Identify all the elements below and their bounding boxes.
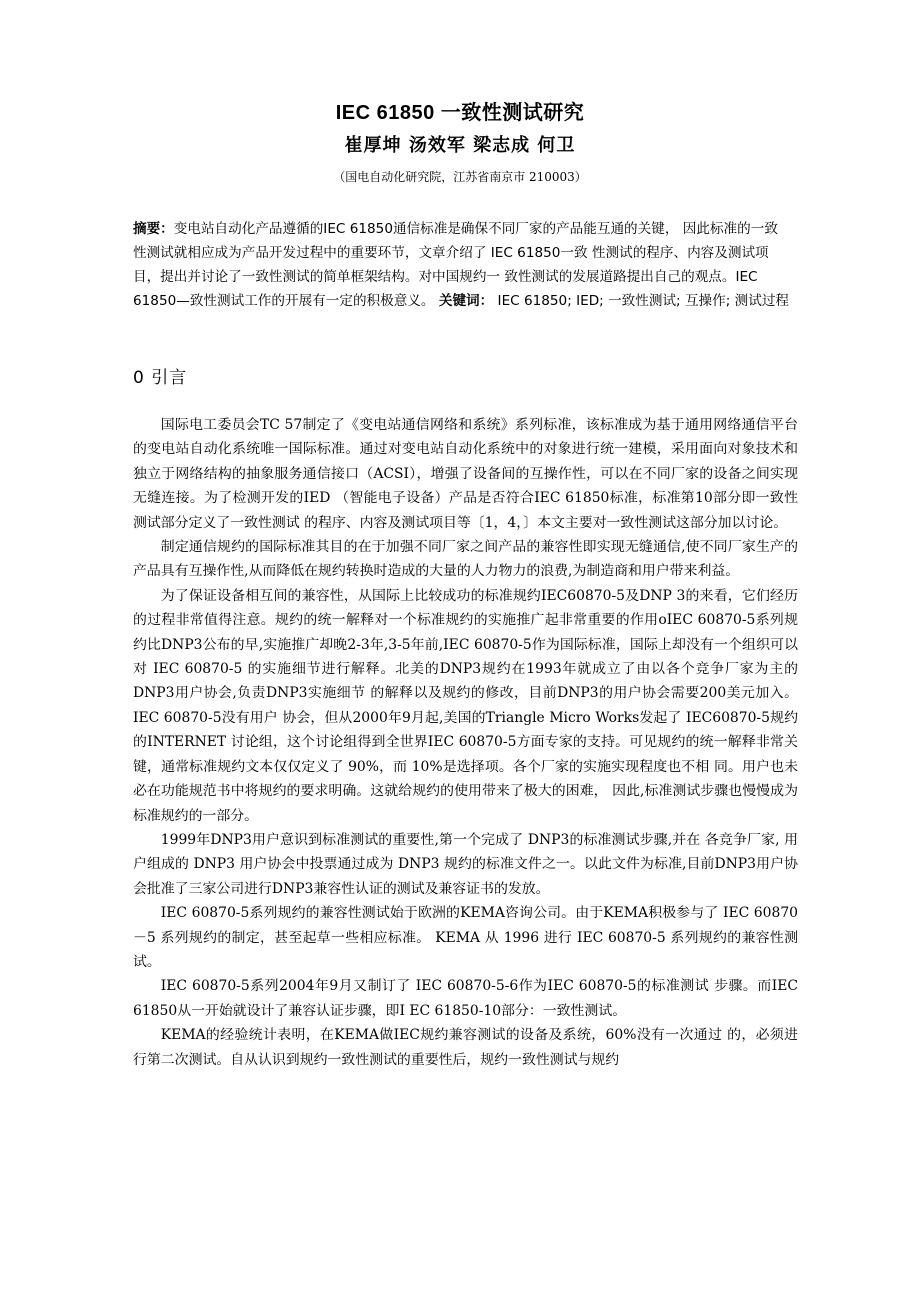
abstract-text: 变电站自动化产品遵循的IEC 61850通信标准是确保不同厂家的产品能互通的关键， 因此标准的一致性测试就相应成为产品开发过程中的重要环节，文章介绍了 IEC 61850一致 性测试的程序、内容及测试项目，提出并讨论了一致性测试的简单框架结构。对中国规约一 致性测试的发展道路提出自己的观点。IEC 61850—致性测试工作的开展有一定的积极意义。	[133, 221, 778, 309]
paragraph: 制定通信规约的国际标准其目的在于加强不同厂家之间产品的兼容性即实现无缝通信,使不同厂家生产的产品具有互操作性,从而降低在规约转换时造成的大量的人力物力的浪费,为制造商和用户带来利益。	[133, 539, 798, 580]
body-text	[133, 413, 798, 1072]
paper-title: IEC 61850 一致性测试研究	[335, 102, 585, 124]
paragraph: KEMA的经验统计表明，在KEMA做IEC规约兼容测试的设备及系统，60%没有一次通过 的，必须进行第二次测试。自从认识到规约一致性测试的重要性后，规约一致性测试与规约	[133, 1027, 798, 1068]
affiliation: （国电自动化研究院，江苏省南京市 210003）	[333, 170, 587, 184]
abstract-label: 摘要：	[133, 221, 174, 237]
keywords-label: 关键词：	[438, 293, 494, 309]
section-heading: 0 引言	[133, 368, 188, 388]
paragraph: 1999年DNP3用户意识到标准测试的重要性,第一个完成了 DNP3的标准测试步骤,并在 各竞争厂家, 用户组成的 DNP3 用户协会中投票通过成为 DNP3 规约的标准文件之一。以此文件为标准,目前DNP3用户协会批准了三家公司进行DNP3兼容性认证的测试及兼容证书的发放。	[133, 831, 798, 897]
abstract-block	[133, 217, 789, 313]
paragraph: IEC 60870-5系列2004年9月又制订了 IEC 60870-5-6作为IEC 60870-5的标准测试 步骤。而IEC 61850从一开始就设计了兼容认证步骤，即I EC 61850-10部分：一致性测试。	[133, 978, 798, 1019]
keywords-text: IEC 61850; IED; 一致性测试; 互操作; 测试过程	[493, 293, 790, 309]
paragraph: IEC 60870-5系列规约的兼容性测试始于欧洲的KEMA咨询公司。由于KEMA积极参与了 IEC 60870－5 系列规约的制定，甚至起草一些相应标准。 KEMA 从 1996 进行 IEC 60870-5 系列规约的兼容性测试。	[133, 905, 798, 970]
paragraph: 国际电工委员会TC 57制定了《变电站通信网络和系统》系列标准，该标准成为基于通用网络通信平台的变电站自动化系统唯一国际标准。通过对变电站自动化系统中的对象进行统一建模，采用面向对象技术和独立于网络结构的抽象服务通信接口（ACSI），增强了设备间的互操作性，可以在不同厂家的设备之间实现无缝连接。为了检测开发的IED （智能电子设备）产品是否符合IEC 61850标准，标准第10部分即一致性测试部分定义了一致性测试 的程序、内容及测试项目等〔1，4，〕本文主要对一致性测试这部分加以讨论。	[133, 417, 798, 531]
author-list: 崔厚坤 汤效军 梁志成 何卫	[344, 135, 576, 156]
paragraph: 为了保证设备相互间的兼容性，从国际上比较成功的标准规约IEC60870-5及DNP 3的来看，它们经历的过程非常值得注意。规约的统一解释对一个标准规约的实施推广起非常重要的作用oIEC 60870-5系列规约比DNP3公布的早,实施推广却晚2-3年,3-5年前,IEC 60870-5作为国际标准，国际上却没有一个组织可以对 IEC 60870-5 的实施细节进行解释。北美的DNP3规约在1993年就成立了由以各个竞争厂家为主的DNP3用户协会,负责DNP3实施细节 的解释以及规约的修改，目前DNP3的用户协会需要200美元加入。IEC 60870-5没有用户 协会，但从2000年9月起,美国的Triangle Micro Works发起了 IEC60870-5规约的INTERNET 讨论组，这个讨论组得到全世界IEC 60870-5方面专家的支持。可见规约的统一解释非常关 键，通常标准规约文本仅仅定义了 90%，而 10%是选择项。各个厂家的实施实现程度也不相 同。用户也未必在功能规范书中将规约的要求明确。这就给规约的使用带来了极大的困难， 因此,标准测试步骤也慢慢成为标准规约的一部分。	[133, 587, 798, 824]
